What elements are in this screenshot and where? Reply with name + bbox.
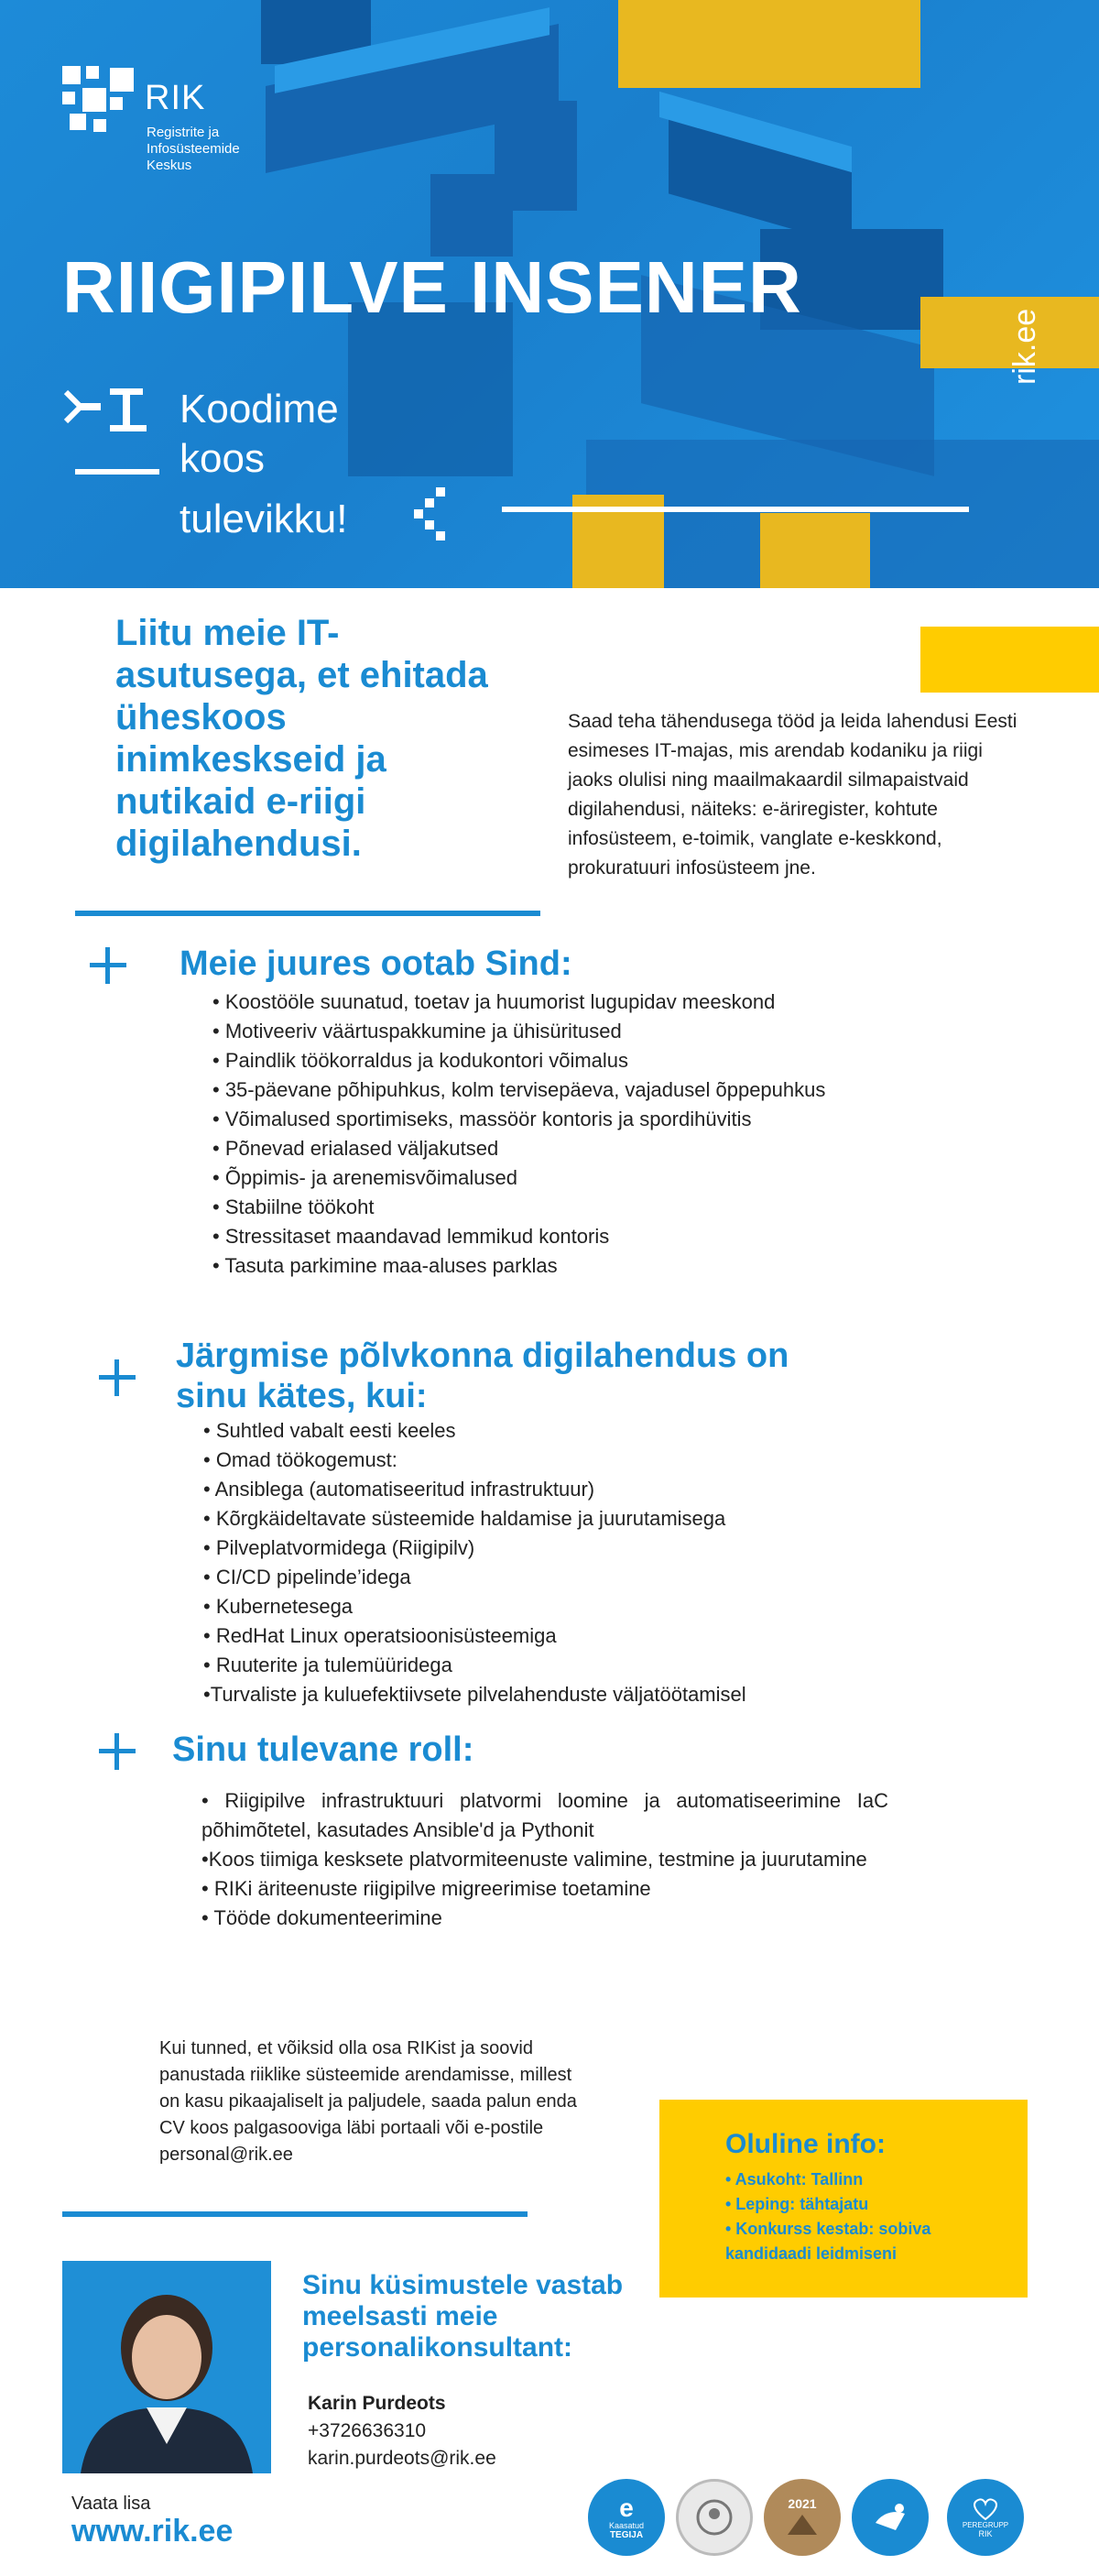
slogan-line-3: tulevikku! [180,497,348,541]
e-kaasatud-badge-icon [588,2479,665,2556]
section-title-line: sinu kätes, kui: [176,1377,428,1415]
plus-icon [99,1733,136,1770]
logo-subtitle-line: Infosüsteemide [147,141,240,157]
section-title-line: Järgmise põlvkonna digilahendus on [176,1337,789,1375]
list-item: • Kubernetesega [203,1595,354,1618]
decor-block [430,174,513,257]
contact-email[interactable]: karin.purdeots@rik.ee [308,2448,496,2469]
list-item: • Võimalused sportimiseks, massöör kontoris ja spordihüvitis [212,1108,752,1130]
usaldusvaarne-badge-icon [764,2479,841,2556]
list-item: • Ruuterite ja tulemüüridega [203,1654,452,1676]
info-item: • Leping: tähtajatu [725,2195,869,2213]
list-item: • Paindlik töökorraldus ja kodukontori võimalus [212,1049,629,1072]
section-title-role: Sinu tulevane roll: [172,1730,474,1769]
plus-icon [90,947,126,984]
requirements-list [203,1416,746,1709]
list-item: • Põnevad erialased väljakutsed [212,1137,499,1160]
tervist-edendav-tookoht-badge-icon [852,2479,929,2556]
decor-yellow-block [618,0,920,88]
list-item: • Koostööle suunatud, toetav ja huumorist lugupidav meeskond [212,990,776,1013]
decor-yellow-block [760,513,870,588]
list-item: • RIKi äriteenuste riigipilve migreerimise toetamine [201,1877,651,1900]
info-item: kandidaadi leidmiseni [725,2244,898,2263]
list-item: •Turvaliste ja kuluefektiivsete pilvelahenduste väljatöötamisel [203,1683,746,1706]
website-link[interactable]: www.rik.ee [71,2514,234,2549]
list-item: • Stabiilne töökoht [212,1195,375,1218]
section-divider [62,2211,528,2217]
logo-subtitle [147,125,240,174]
intro-heading: Liitu meie IT-asutusega, et ehitada üheskoos inimkeskseid ja nutikaid e-riigi digilahendusi. [115,613,488,864]
list-item: • Tööde dokumenteerimine [201,1906,442,1929]
badge-text: Kaasatud [608,2520,645,2530]
vertical-site-label: rik.ee [1007,308,1042,385]
code-bracket-icon [399,486,458,544]
code-arrow-icon [62,385,154,436]
apply-text: Kui tunned, et võiksid olla osa RIKist ja soovid panustada riiklike süsteemide arendamisse, millest on kasu pikaajaliselt ja paljudele, saada palun enda CV koos palgasooviga läbi portaali või e-postile personal@rik.ee [159,2038,577,2165]
rik-logo-icon [62,66,134,136]
badge-text: 2021 [788,2496,817,2511]
info-title: Oluline info: [725,2129,886,2159]
info-list [725,2167,930,2266]
list-item: • RedHat Linux operatsioonisüsteemiga [203,1624,557,1647]
contact-name: Karin Purdeots [308,2393,446,2414]
list-item: • CI/CD pipelinde’idega [203,1566,411,1588]
see-more-label: Vaata lisa [71,2494,151,2514]
list-item: • Kõrgkäideltavate süsteemide haldamise ja juurutamisega [203,1507,726,1530]
info-item: • Konkurss kestab: sobiva [725,2220,931,2238]
job-title: RIIGIPILVE INSENER [62,246,802,328]
slogan-underline [75,469,159,475]
list-item: •Koos tiimiga kesksete platvormiteenuste valimine, testmine ja juurutamine [201,1848,867,1871]
plus-icon [99,1359,136,1396]
peregrupp-badge-icon [947,2479,1024,2556]
section-title-requirements [176,1336,789,1416]
tervist-edendav-badge-icon [676,2479,753,2556]
contact-phone[interactable]: +3726636310 [308,2420,427,2441]
list-item: • Motiveeriv väärtuspakkumine ja ühisüritused [212,1020,622,1042]
slogan-line-1: Koodime [180,387,339,431]
logo-name: RIK [145,79,206,117]
list-item: • Tasuta parkimine maa-aluses parklas [212,1254,558,1277]
list-item: • Riigipilve infrastruktuuri platvormi loomine ja automatiseerimine IaC põhimõtetel, kasutades Ansible'd ja Pythonit [201,1789,888,1841]
list-item: • Omad töökogemust: [203,1448,397,1471]
info-item: • Asukoht: Tallinn [725,2170,864,2189]
list-item: • Ansiblega (automatiseeritud infrastruktuur) [203,1478,595,1501]
role-list [201,1786,888,1933]
section-title-benefits: Meie juures ootab Sind: [180,944,572,983]
contact-photo [62,2261,271,2473]
badge-text: PEREGRUPP [962,2520,1009,2529]
list-item: • Suhtled vabalt eesti keeles [203,1419,456,1442]
badge-glyph: e [619,2493,634,2522]
list-item: • Stressitaset maandavad lemmikud kontoris [212,1225,610,1248]
hero-rule [502,507,969,512]
slogan-line-2: koos [180,436,265,481]
contact-heading: Sinu küsimustele vastab meelsasti meie personalikonsultant: [302,2270,624,2363]
badge-text: TEGIJA [609,2529,644,2540]
benefits-list [212,988,825,1281]
list-item: • 35-päevane põhipuhkus, kolm tervisepäeva, vajadusel õppepuhkus [212,1078,826,1101]
section-divider [75,911,540,916]
list-item: • Õppimis- ja arenemisvõimalused [212,1166,517,1189]
yellow-accent-box [920,627,1099,693]
logo-subtitle-line: Keskus [147,158,192,173]
list-item: • Pilveplatvormidega (Riigipilv) [203,1536,475,1559]
intro-text: Saad teha tähendusega tööd ja leida lahendusi Eesti esimeses IT-majas, mis arendab kodaniku ja riigi jaoks olulisi ning maailmakaardil silmapaistvaid digilahendusi, näiteks: e-äriregister, kohtute infosüsteem, e-toimik, vanglate e-keskkond, prokuratuuri infosüsteem jne. [568,711,1017,879]
logo-subtitle-line: Registrite ja [147,125,220,140]
badge-text: RIK [978,2528,993,2538]
hero-banner [0,0,1099,588]
